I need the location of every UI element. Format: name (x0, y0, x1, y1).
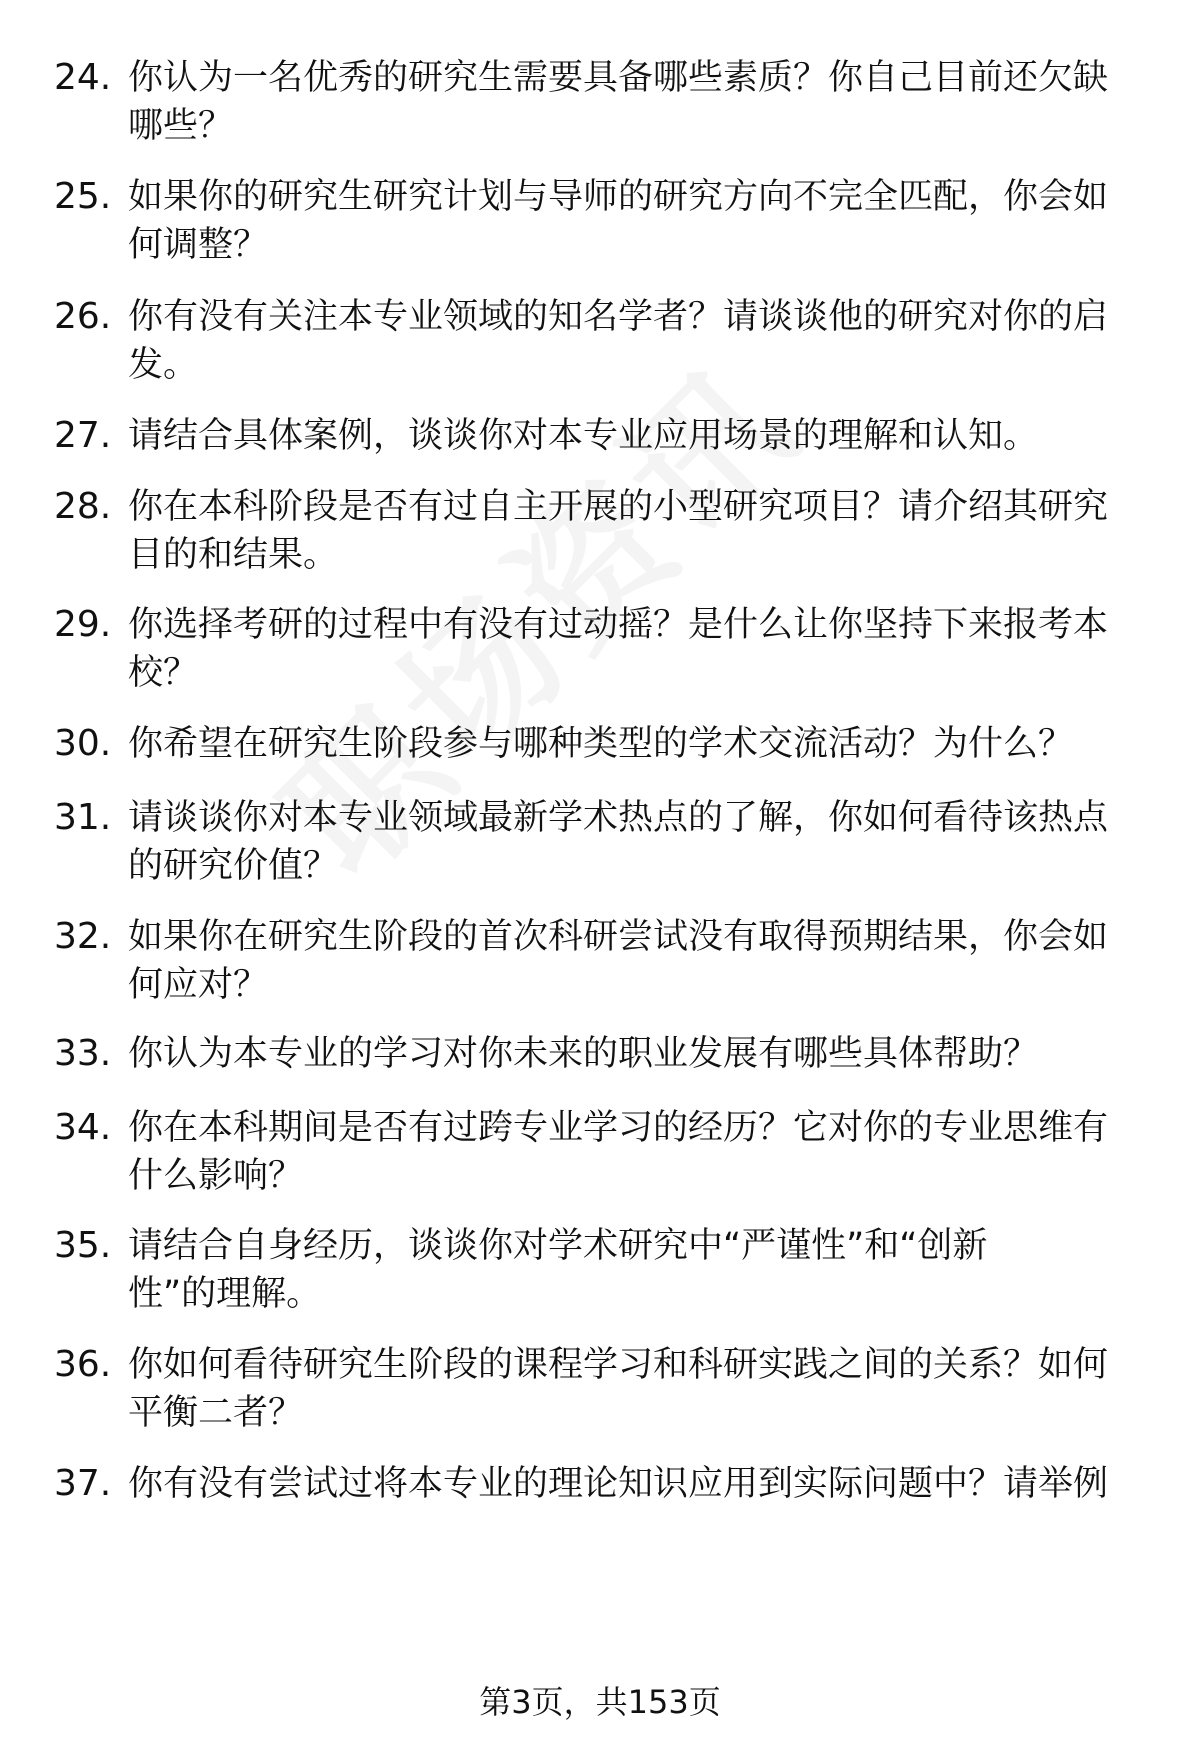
question-number: 31. (54, 797, 112, 838)
question-text: 你希望在研究生阶段参与哪种类型的学术交流活动？为什么？ (128, 724, 1074, 764)
question-text: 请结合具体案例，谈谈你对本专业应用场景的理解和认知。 (128, 416, 1039, 456)
question-number: 24. (54, 57, 112, 98)
question-text: 请结合自身经历，谈谈你对学术研究中“严谨性”和“创新 性”的理解。 (128, 1226, 988, 1314)
question-text: 你认为一名优秀的研究生需要具备哪些素质？你自己目前还欠缺 哪些？ (128, 58, 1109, 146)
question-number: 25. (54, 176, 112, 217)
question-text: 你有没有关注本专业领域的知名学者？请谈谈他的研究对你的启 发。 (128, 297, 1109, 385)
question-number: 27. (54, 415, 112, 456)
question-text: 你选择考研的过程中有没有过动摇？是什么让你坚持下来报考本 校？ (128, 605, 1109, 693)
question-text: 你在本科期间是否有过跨专业学习的经历？它对你的专业思维有 什么影响？ (128, 1108, 1109, 1196)
page-number: 第3页，共153页 (479, 1683, 721, 1721)
question-number: 36. (54, 1344, 112, 1385)
question-number: 26. (54, 296, 112, 337)
question-text: 请谈谈你对本专业领域最新学术热点的了解，你如何看待该热点 的研究价值？ (128, 798, 1109, 886)
question-number: 32. (54, 916, 112, 957)
question-number: 33. (54, 1033, 112, 1074)
question-text: 如果你的研究生研究计划与导师的研究方向不完全匹配，你会如 何调整？ (128, 177, 1109, 265)
question-number: 29. (54, 604, 112, 645)
question-text: 你有没有尝试过将本专业的理论知识应用到实际问题中？请举例 (128, 1464, 1109, 1504)
question-number: 35. (54, 1225, 112, 1266)
question-number: 37. (54, 1463, 112, 1504)
question-text: 如果你在研究生阶段的首次科研尝试没有取得预期结果，你会如 何应对？ (128, 917, 1109, 1005)
question-text: 你在本科阶段是否有过自主开展的小型研究项目？请介绍其研究 目的和结果。 (128, 487, 1109, 575)
question-text: 你认为本专业的学习对你未来的职业发展有哪些具体帮助？ (128, 1034, 1039, 1074)
question-number: 30. (54, 723, 112, 764)
question-number: 28. (54, 486, 112, 527)
question-number: 34. (54, 1107, 112, 1148)
question-text: 你如何看待研究生阶段的课程学习和科研实践之间的关系？如何 平衡二者？ (128, 1345, 1109, 1433)
